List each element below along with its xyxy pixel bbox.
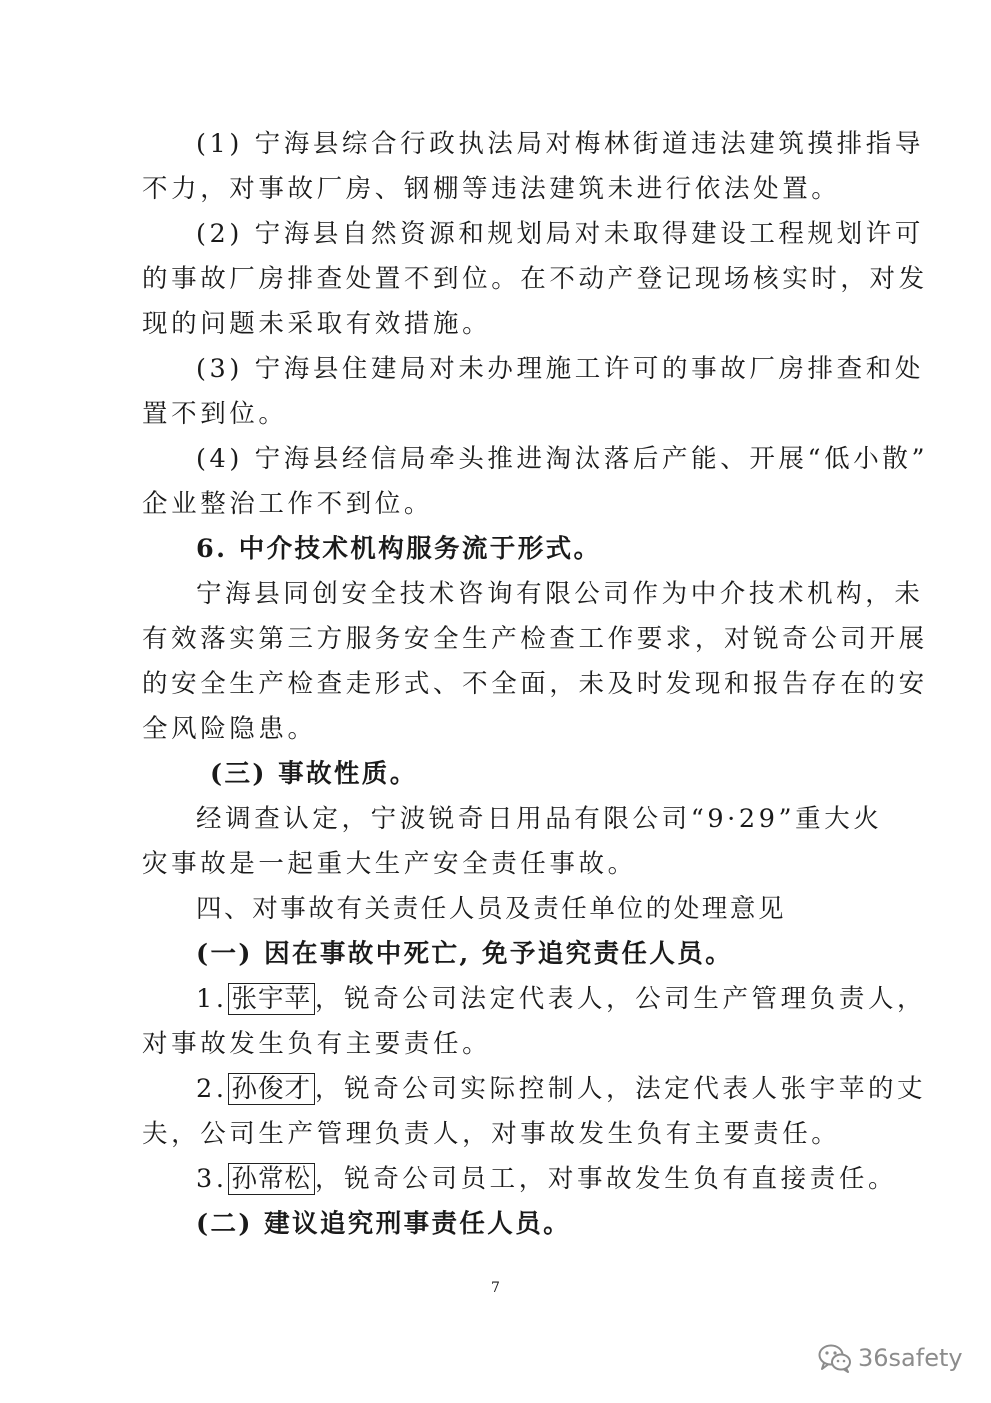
line-text: 的安全生产检查走形式、不全面，未及时发现和报告存在的安 bbox=[142, 669, 928, 699]
line-text: 对事故发生负有主要责任。 bbox=[142, 1029, 492, 1059]
line-text: 灾事故是一起重大生产安全责任事故。 bbox=[142, 849, 637, 879]
page-number: 7 bbox=[491, 1280, 500, 1296]
paragraph-line bbox=[142, 1111, 862, 1157]
watermark bbox=[818, 1340, 963, 1376]
line-text: (3) 宁海县住建局对未办理施工许可的事故厂房排查和处 bbox=[196, 354, 924, 384]
paragraph-line bbox=[142, 661, 928, 707]
line-text: ，锐奇公司实际控制人，法定代表人张宇苹的丈 bbox=[315, 1074, 927, 1104]
line-text: (一) 因在事故中死亡, 免予追究责任人员。 bbox=[196, 939, 734, 969]
section-heading bbox=[196, 1201, 862, 1247]
paragraph-line bbox=[196, 976, 927, 1022]
paragraph-line bbox=[142, 166, 862, 212]
paragraph-line bbox=[196, 436, 929, 482]
line-text: ，锐奇公司员工，对事故发生负有直接责任。 bbox=[315, 1164, 898, 1194]
line-text: 宁海县同创安全技术咨询有限公司作为中介技术机构，未 bbox=[196, 579, 924, 609]
paragraph-line bbox=[196, 796, 883, 842]
line-text: (4) 宁海县经信局牵头推进淘汰落后产能、开展“低小散” bbox=[196, 444, 929, 474]
line-text: (二) 建议追究刑事责任人员。 bbox=[196, 1209, 572, 1239]
paragraph-line bbox=[196, 571, 924, 617]
paragraph-line bbox=[142, 391, 862, 437]
paragraph-line bbox=[196, 346, 924, 392]
line-text: 不力，对事故厂房、钢棚等违法建筑未进行依法处置。 bbox=[142, 174, 841, 204]
boxed-name: 孙常松 bbox=[228, 1163, 316, 1195]
line-text: ，锐奇公司法定代表人，公司生产管理负责人， bbox=[315, 984, 927, 1014]
paragraph-line bbox=[196, 121, 924, 167]
line-text: 有效落实第三方服务安全生产检查工作要求，对锐奇公司开展 bbox=[142, 624, 928, 654]
line-text: (三) 事故性质。 bbox=[210, 759, 418, 789]
line-text: (2) 宁海县自然资源和规划局对未取得建设工程规划许可 bbox=[196, 219, 924, 249]
paragraph-line bbox=[142, 481, 862, 527]
line-text: 经调查认定，宁波锐奇日用品有限公司“9·29”重大火 bbox=[196, 804, 883, 834]
paragraph-line bbox=[142, 616, 928, 662]
paragraph-line bbox=[142, 1021, 862, 1067]
section-heading bbox=[196, 931, 862, 977]
boxed-name: 孙俊才 bbox=[228, 1073, 316, 1105]
paragraph-line bbox=[196, 1066, 927, 1112]
paragraph-line bbox=[142, 841, 862, 887]
section-heading bbox=[210, 751, 876, 797]
line-text: (1) 宁海县综合行政执法局对梅林街道违法建筑摸排指导 bbox=[196, 129, 924, 159]
line-text: 全风险隐患。 bbox=[142, 714, 317, 744]
boxed-name: 张宇苹 bbox=[228, 983, 316, 1015]
line-text: 的事故厂房排查处置不到位。在不动产登记现场核实时，对发 bbox=[142, 264, 928, 294]
line-text: 夫，公司生产管理负责人，对事故发生负有主要责任。 bbox=[142, 1119, 841, 1149]
line-text: 现的问题未采取有效措施。 bbox=[142, 309, 492, 339]
list-number: 3. bbox=[196, 1164, 228, 1194]
list-number: 2. bbox=[196, 1074, 228, 1104]
list-number: 1. bbox=[196, 984, 228, 1014]
paragraph-line bbox=[196, 211, 924, 257]
wechat-icon bbox=[818, 1343, 852, 1373]
section-heading bbox=[196, 526, 862, 572]
chapter-heading bbox=[196, 886, 862, 932]
paragraph-line bbox=[142, 706, 862, 752]
watermark-text: 36safety bbox=[858, 1344, 963, 1372]
line-text: 6. 中介技术机构服务流于形式。 bbox=[196, 534, 602, 564]
paragraph-line bbox=[142, 301, 862, 347]
line-text: 四、对事故有关责任人员及责任单位的处理意见 bbox=[196, 894, 787, 924]
paragraph-line bbox=[142, 256, 928, 302]
paragraph-line bbox=[196, 1156, 898, 1202]
line-text: 企业整治工作不到位。 bbox=[142, 489, 434, 519]
line-text: 置不到位。 bbox=[142, 399, 288, 429]
